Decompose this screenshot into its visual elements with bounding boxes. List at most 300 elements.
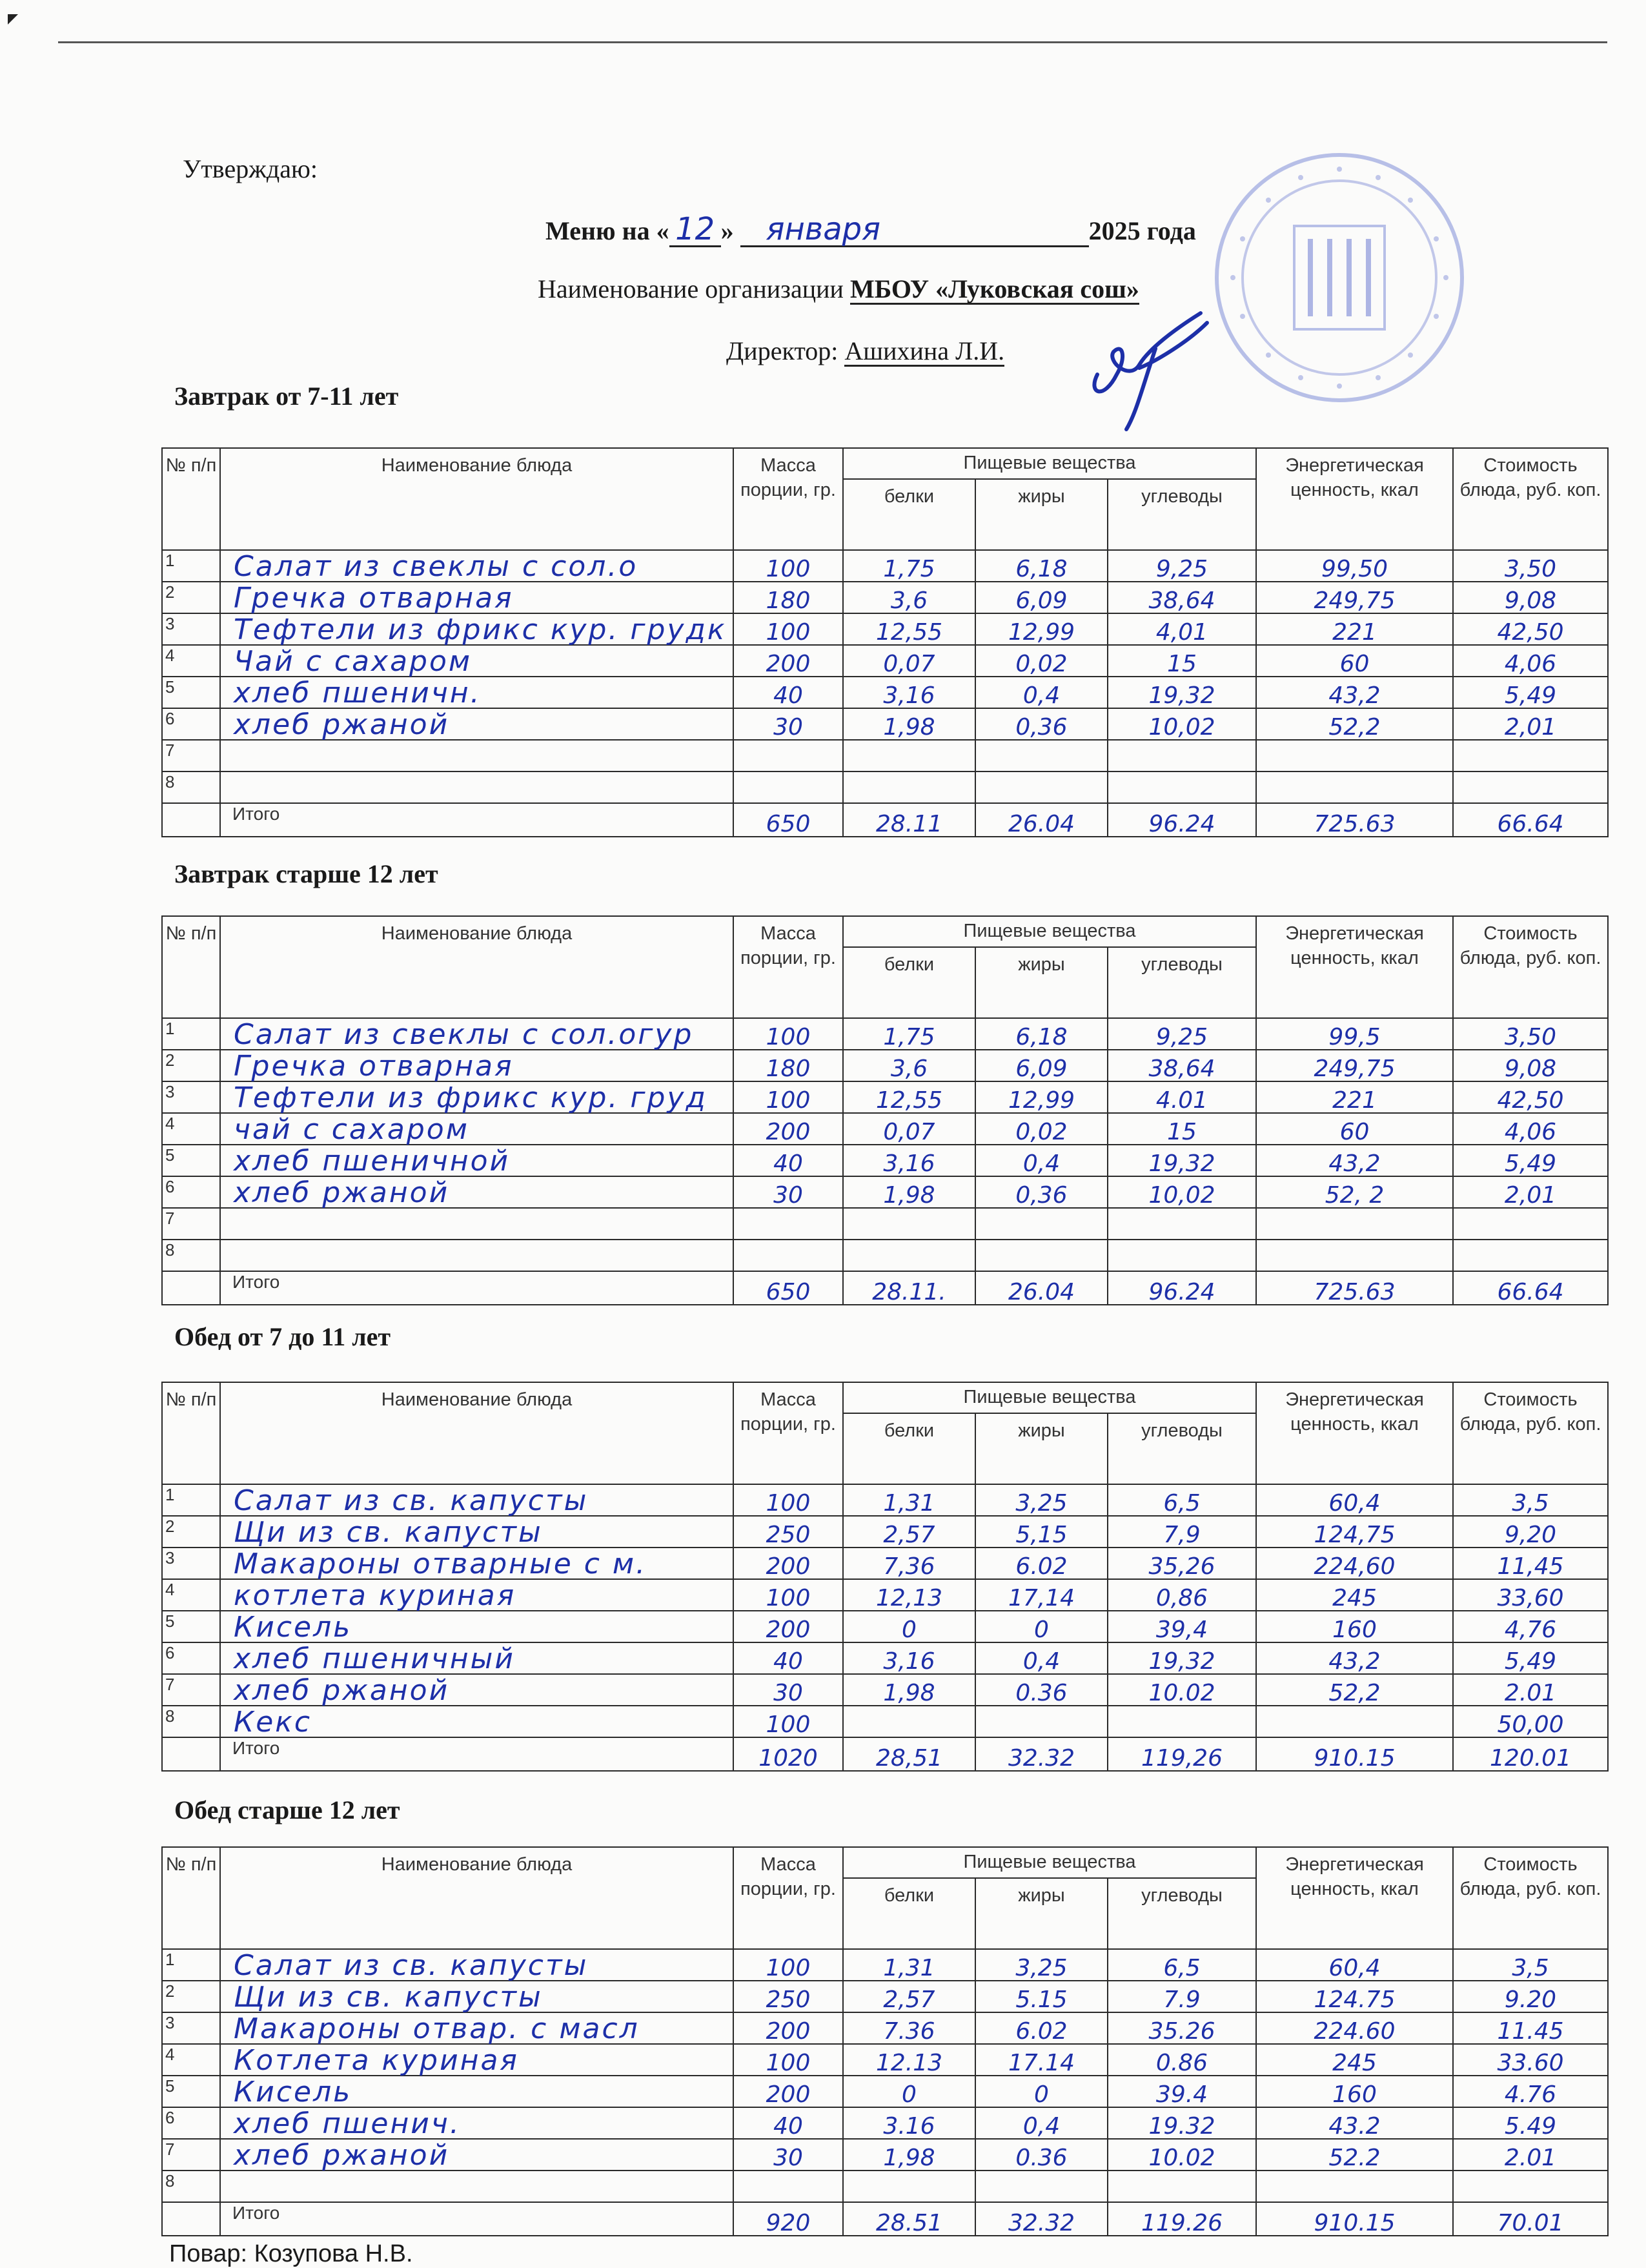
- fats-value: 0.36: [975, 1674, 1108, 1706]
- col-header-energy: Энергетическая ценность, ккал: [1256, 1847, 1453, 1949]
- proteins-value: 3,16: [843, 1145, 975, 1176]
- proteins-value: 12.13: [843, 2044, 975, 2076]
- dish-name: хлеб пшеничной: [220, 1145, 733, 1176]
- total-row: [162, 1737, 1608, 1771]
- col-header-num: № п/п: [162, 916, 220, 1018]
- table-row: [162, 1050, 1608, 1081]
- proteins-value: 2,57: [843, 1516, 975, 1548]
- proteins-value: 1,75: [843, 1018, 975, 1050]
- carbs-value: [1108, 771, 1256, 803]
- total-mass: 650: [733, 803, 843, 837]
- row-number: 6: [162, 1176, 220, 1208]
- portion-mass: 100: [733, 613, 843, 645]
- row-number: 8: [162, 1240, 220, 1271]
- fats-value: 0: [975, 1611, 1108, 1642]
- col-header-fats: жиры: [975, 1878, 1108, 1949]
- col-header-num: № п/п: [162, 1847, 220, 1949]
- col-header-carbs: углеводы: [1108, 479, 1256, 550]
- proteins-value: [843, 1240, 975, 1271]
- row-number: 7: [162, 1674, 220, 1706]
- portion-mass: 200: [733, 2012, 843, 2044]
- table-row: [162, 1240, 1608, 1271]
- cost-value: 11.45: [1453, 2012, 1608, 2044]
- col-header-energy: Энергетическая ценность, ккал: [1256, 448, 1453, 550]
- table-row: [162, 613, 1608, 645]
- cost-value: [1453, 1240, 1608, 1271]
- portion-mass: [733, 1208, 843, 1240]
- fats-value: [975, 740, 1108, 771]
- row-number: 4: [162, 1579, 220, 1611]
- row-number: 5: [162, 2076, 220, 2107]
- fats-value: 12,99: [975, 1081, 1108, 1113]
- row-number: 5: [162, 1611, 220, 1642]
- portion-mass: [733, 771, 843, 803]
- row-number: 8: [162, 2171, 220, 2202]
- cost-value: 11,45: [1453, 1548, 1608, 1579]
- dish-name: хлеб ржаной: [220, 1176, 733, 1208]
- carbs-value: 10,02: [1108, 1176, 1256, 1208]
- portion-mass: 100: [733, 2044, 843, 2076]
- section-title: Обед от 7 до 11 лет: [174, 1322, 391, 1351]
- total-label: Итого: [220, 2202, 733, 2236]
- dish-name: Тефтели из фрикс кур. груд: [220, 1081, 733, 1113]
- proteins-value: 1,31: [843, 1949, 975, 1981]
- row-number: 1: [162, 1484, 220, 1516]
- dish-name: Кекс: [220, 1706, 733, 1737]
- dish-name: хлеб пшенич.: [220, 2107, 733, 2139]
- carbs-value: [1108, 740, 1256, 771]
- fats-value: [975, 1240, 1108, 1271]
- director-name: Ашихина Л.И.: [844, 336, 1005, 365]
- menu-suffix: 2025 года: [1088, 216, 1196, 245]
- cost-value: [1453, 740, 1608, 771]
- portion-mass: [733, 740, 843, 771]
- portion-mass: 100: [733, 1579, 843, 1611]
- dish-name: Кисель: [220, 2076, 733, 2107]
- total-carbs: 119.26: [1108, 2202, 1256, 2236]
- cost-value: 4.76: [1453, 2076, 1608, 2107]
- total-cost: 66.64: [1453, 1271, 1608, 1305]
- proteins-value: 1,98: [843, 1674, 975, 1706]
- total-proteins: 28.11.: [843, 1271, 975, 1305]
- carbs-value: 7,9: [1108, 1516, 1256, 1548]
- fats-value: 6.02: [975, 1548, 1108, 1579]
- col-header-fats: жиры: [975, 479, 1108, 550]
- dish-name: хлеб ржаной: [220, 2139, 733, 2171]
- energy-value: 60,4: [1256, 1949, 1453, 1981]
- total-energy: 910.15: [1256, 1737, 1453, 1771]
- proteins-value: 12,13: [843, 1579, 975, 1611]
- total-blank: [162, 1271, 220, 1305]
- portion-mass: 40: [733, 1642, 843, 1674]
- col-header-energy: Энергетическая ценность, ккал: [1256, 1382, 1453, 1484]
- total-blank: [162, 1737, 220, 1771]
- col-header-nutrients: Пищевые вещества: [843, 1847, 1256, 1878]
- row-number: 3: [162, 1081, 220, 1113]
- cost-value: 42,50: [1453, 1081, 1608, 1113]
- fats-value: 5,15: [975, 1516, 1108, 1548]
- fats-value: 17.14: [975, 2044, 1108, 2076]
- portion-mass: 40: [733, 1145, 843, 1176]
- portion-mass: [733, 1240, 843, 1271]
- energy-value: 99,50: [1256, 550, 1453, 582]
- col-header-proteins: белки: [843, 1413, 975, 1484]
- col-header-dish: Наименование блюда: [220, 448, 733, 550]
- portion-mass: 100: [733, 1706, 843, 1737]
- col-header-proteins: белки: [843, 1878, 975, 1949]
- row-number: 5: [162, 677, 220, 708]
- dish-name: хлеб пшеничн.: [220, 677, 733, 708]
- table-row: [162, 2044, 1608, 2076]
- table-row: [162, 771, 1608, 803]
- dish-name: [220, 1208, 733, 1240]
- total-carbs: 119,26: [1108, 1737, 1256, 1771]
- menu-day: 12: [669, 213, 721, 247]
- fats-value: 0,4: [975, 2107, 1108, 2139]
- energy-value: [1256, 740, 1453, 771]
- energy-value: 124,75: [1256, 1516, 1453, 1548]
- cost-value: 50,00: [1453, 1706, 1608, 1737]
- energy-value: 43.2: [1256, 2107, 1453, 2139]
- section-title: Обед старше 12 лет: [174, 1795, 400, 1824]
- col-header-mass: Масса порции, гр.: [733, 448, 843, 550]
- table-row: [162, 740, 1608, 771]
- row-number: 2: [162, 1516, 220, 1548]
- table-row: [162, 1081, 1608, 1113]
- cost-value: 5,49: [1453, 1145, 1608, 1176]
- menu-prefix: Меню на «: [545, 216, 669, 245]
- row-number: 7: [162, 1208, 220, 1240]
- energy-value: 43,2: [1256, 1642, 1453, 1674]
- carbs-value: 19,32: [1108, 1145, 1256, 1176]
- total-proteins: 28,51: [843, 1737, 975, 1771]
- dish-name: Салат из свеклы с сол.о: [220, 550, 733, 582]
- total-blank: [162, 803, 220, 837]
- cost-value: 33.60: [1453, 2044, 1608, 2076]
- total-cost: 120.01: [1453, 1737, 1608, 1771]
- col-header-cost: Стоимость блюда, руб. коп.: [1453, 1847, 1608, 1949]
- approve-label: Утверждаю:: [183, 154, 318, 183]
- carbs-value: 6,5: [1108, 1484, 1256, 1516]
- fats-value: 0,4: [975, 677, 1108, 708]
- energy-value: 99,5: [1256, 1018, 1453, 1050]
- row-number: 8: [162, 771, 220, 803]
- table-row: [162, 1611, 1608, 1642]
- row-number: 6: [162, 1642, 220, 1674]
- col-header-mass: Масса порции, гр.: [733, 1382, 843, 1484]
- fats-value: 5.15: [975, 1981, 1108, 2012]
- total-fats: 26.04: [975, 1271, 1108, 1305]
- portion-mass: 200: [733, 2076, 843, 2107]
- energy-value: 221: [1256, 1081, 1453, 1113]
- dish-name: хлеб пшеничный: [220, 1642, 733, 1674]
- portion-mass: 250: [733, 1516, 843, 1548]
- proteins-value: [843, 740, 975, 771]
- energy-value: [1256, 1240, 1453, 1271]
- cost-value: 3,5: [1453, 1949, 1608, 1981]
- table-row: [162, 1113, 1608, 1145]
- table-row: [162, 1484, 1608, 1516]
- director-prefix: Директор:: [726, 336, 838, 365]
- proteins-value: [843, 771, 975, 803]
- col-header-dish: Наименование блюда: [220, 916, 733, 1018]
- col-header-energy: Энергетическая ценность, ккал: [1256, 916, 1453, 1018]
- fats-value: 0.36: [975, 2139, 1108, 2171]
- portion-mass: 200: [733, 1611, 843, 1642]
- carbs-value: 6,5: [1108, 1949, 1256, 1981]
- fats-value: 6,09: [975, 582, 1108, 613]
- fats-value: 0,36: [975, 1176, 1108, 1208]
- cost-value: 2.01: [1453, 1674, 1608, 1706]
- fats-value: 6,09: [975, 1050, 1108, 1081]
- row-number: 3: [162, 613, 220, 645]
- table-row: [162, 1516, 1608, 1548]
- fats-value: 0,36: [975, 708, 1108, 740]
- proteins-value: [843, 1706, 975, 1737]
- cost-value: 3,50: [1453, 1018, 1608, 1050]
- carbs-value: 39.4: [1108, 2076, 1256, 2107]
- portion-mass: 180: [733, 582, 843, 613]
- proteins-value: 12,55: [843, 613, 975, 645]
- row-number: 1: [162, 1018, 220, 1050]
- carbs-value: 0,86: [1108, 1579, 1256, 1611]
- carbs-value: [1108, 1706, 1256, 1737]
- col-header-fats: жиры: [975, 947, 1108, 1018]
- menu-mid: »: [720, 216, 734, 245]
- proteins-value: 3,16: [843, 677, 975, 708]
- proteins-value: 0,07: [843, 645, 975, 677]
- proteins-value: 1,31: [843, 1484, 975, 1516]
- col-header-dish: Наименование блюда: [220, 1382, 733, 1484]
- col-header-nutrients: Пищевые вещества: [843, 916, 1256, 947]
- energy-value: 124.75: [1256, 1981, 1453, 2012]
- table-row: [162, 1981, 1608, 2012]
- dish-name: котлета куриная: [220, 1579, 733, 1611]
- fats-value: 3,25: [975, 1949, 1108, 1981]
- total-cost: 66.64: [1453, 803, 1608, 837]
- proteins-value: 2,57: [843, 1981, 975, 2012]
- portion-mass: 100: [733, 1949, 843, 1981]
- row-number: 3: [162, 1548, 220, 1579]
- energy-value: 221: [1256, 613, 1453, 645]
- dish-name: Кисель: [220, 1611, 733, 1642]
- proteins-value: 12,55: [843, 1081, 975, 1113]
- total-fats: 32.32: [975, 2202, 1108, 2236]
- corner-mark: [8, 14, 18, 25]
- energy-value: [1256, 771, 1453, 803]
- portion-mass: 40: [733, 2107, 843, 2139]
- proteins-value: 1,98: [843, 1176, 975, 1208]
- col-header-nutrients: Пищевые вещества: [843, 1382, 1256, 1413]
- dish-name: Салат из св. капусты: [220, 1484, 733, 1516]
- row-number: 7: [162, 2139, 220, 2171]
- row-number: 4: [162, 1113, 220, 1145]
- portion-mass: 250: [733, 1981, 843, 2012]
- menu-table: [161, 915, 1609, 1305]
- dish-name: Тефтели из фрикс кур. грудк: [220, 613, 733, 645]
- table-row: [162, 1548, 1608, 1579]
- total-energy: 910.15: [1256, 2202, 1453, 2236]
- energy-value: 249,75: [1256, 582, 1453, 613]
- dish-name: [220, 740, 733, 771]
- menu-date-line: [545, 213, 1196, 247]
- total-row: [162, 803, 1608, 837]
- portion-mass: 100: [733, 550, 843, 582]
- carbs-value: 4,01: [1108, 613, 1256, 645]
- carbs-value: 9,25: [1108, 550, 1256, 582]
- carbs-value: 38,64: [1108, 582, 1256, 613]
- fats-value: 17,14: [975, 1579, 1108, 1611]
- table-row: [162, 677, 1608, 708]
- col-header-cost: Стоимость блюда, руб. коп.: [1453, 916, 1608, 1018]
- dish-name: Гречка отварная: [220, 1050, 733, 1081]
- total-blank: [162, 2202, 220, 2236]
- portion-mass: 100: [733, 1081, 843, 1113]
- fats-value: 6.02: [975, 2012, 1108, 2044]
- dish-name: Щи из св. капусты: [220, 1981, 733, 2012]
- proteins-value: 0: [843, 2076, 975, 2107]
- cost-value: 42,50: [1453, 613, 1608, 645]
- fats-value: 0,4: [975, 1145, 1108, 1176]
- total-label: Итого: [220, 1271, 733, 1305]
- table-row: [162, 1642, 1608, 1674]
- proteins-value: [843, 2171, 975, 2202]
- total-fats: 32.32: [975, 1737, 1108, 1771]
- cost-value: 2.01: [1453, 2139, 1608, 2171]
- cost-value: 4,06: [1453, 645, 1608, 677]
- energy-value: [1256, 2171, 1453, 2202]
- cost-value: 9,20: [1453, 1516, 1608, 1548]
- dish-name: Котлета куриная: [220, 2044, 733, 2076]
- col-header-nutrients: Пищевые вещества: [843, 448, 1256, 479]
- cost-value: [1453, 1208, 1608, 1240]
- portion-mass: [733, 2171, 843, 2202]
- cost-value: 9.20: [1453, 1981, 1608, 2012]
- energy-value: 60: [1256, 645, 1453, 677]
- energy-value: 245: [1256, 2044, 1453, 2076]
- cost-value: 5,49: [1453, 677, 1608, 708]
- fats-value: 0,02: [975, 1113, 1108, 1145]
- portion-mass: 200: [733, 645, 843, 677]
- carbs-value: 15: [1108, 645, 1256, 677]
- table-row: [162, 1208, 1608, 1240]
- total-cost: 70.01: [1453, 2202, 1608, 2236]
- table-row: [162, 2171, 1608, 2202]
- total-label: Итого: [220, 803, 733, 837]
- energy-value: 224.60: [1256, 2012, 1453, 2044]
- portion-mass: 100: [733, 1018, 843, 1050]
- carbs-value: 35,26: [1108, 1548, 1256, 1579]
- total-proteins: 28.51: [843, 2202, 975, 2236]
- menu-month: января: [740, 213, 1089, 247]
- dish-name: Чай с сахаром: [220, 645, 733, 677]
- proteins-value: 1,98: [843, 2139, 975, 2171]
- table-row: [162, 2107, 1608, 2139]
- organization-line: [538, 274, 1139, 305]
- carbs-value: [1108, 1240, 1256, 1271]
- org-prefix: Наименование организации: [538, 274, 844, 303]
- energy-value: 52,2: [1256, 1674, 1453, 1706]
- carbs-value: 10.02: [1108, 1674, 1256, 1706]
- proteins-value: 0,07: [843, 1113, 975, 1145]
- cost-value: 33,60: [1453, 1579, 1608, 1611]
- table-row: [162, 1706, 1608, 1737]
- carbs-value: [1108, 1208, 1256, 1240]
- dish-name: [220, 771, 733, 803]
- fats-value: 0,02: [975, 645, 1108, 677]
- col-header-mass: Масса порции, гр.: [733, 916, 843, 1018]
- table-row: [162, 1176, 1608, 1208]
- cost-value: 5,49: [1453, 1642, 1608, 1674]
- total-energy: 725.63: [1256, 1271, 1453, 1305]
- portion-mass: 30: [733, 708, 843, 740]
- fats-value: [975, 771, 1108, 803]
- row-number: 2: [162, 1981, 220, 2012]
- carbs-value: 10,02: [1108, 708, 1256, 740]
- total-carbs: 96.24: [1108, 803, 1256, 837]
- total-mass: 650: [733, 1271, 843, 1305]
- energy-value: 52,2: [1256, 708, 1453, 740]
- fats-value: 3,25: [975, 1484, 1108, 1516]
- dish-name: хлеб ржаной: [220, 708, 733, 740]
- table-row: [162, 550, 1608, 582]
- energy-value: 245: [1256, 1579, 1453, 1611]
- table-row: [162, 2076, 1608, 2107]
- table-row: [162, 2012, 1608, 2044]
- director-signature: [1078, 303, 1226, 433]
- menu-table: [161, 1846, 1609, 2236]
- proteins-value: 7.36: [843, 2012, 975, 2044]
- energy-value: 160: [1256, 1611, 1453, 1642]
- table-row: [162, 645, 1608, 677]
- carbs-value: 39,4: [1108, 1611, 1256, 1642]
- org-name: МБОУ «Луковская сош»: [849, 274, 1139, 303]
- energy-value: [1256, 1706, 1453, 1737]
- col-header-cost: Стоимость блюда, руб. коп.: [1453, 448, 1608, 550]
- table-row: [162, 582, 1608, 613]
- dish-name: Макароны отвар. с масл: [220, 2012, 733, 2044]
- fats-value: 6,18: [975, 550, 1108, 582]
- cost-value: 9,08: [1453, 582, 1608, 613]
- portion-mass: 100: [733, 1484, 843, 1516]
- total-proteins: 28.11: [843, 803, 975, 837]
- dish-name: [220, 1240, 733, 1271]
- table-row: [162, 2139, 1608, 2171]
- energy-value: 224,60: [1256, 1548, 1453, 1579]
- total-row: [162, 1271, 1608, 1305]
- row-number: 3: [162, 2012, 220, 2044]
- total-label: Итого: [220, 1737, 733, 1771]
- col-header-carbs: углеводы: [1108, 1878, 1256, 1949]
- row-number: 8: [162, 1706, 220, 1737]
- section-title: Завтрак старше 12 лет: [174, 859, 438, 888]
- carbs-value: 9,25: [1108, 1018, 1256, 1050]
- fats-value: 0: [975, 2076, 1108, 2107]
- table-row: [162, 1949, 1608, 1981]
- cook-line: Повар: Козупова Н.В.: [169, 2240, 413, 2267]
- portion-mass: 30: [733, 2139, 843, 2171]
- proteins-value: 0: [843, 1611, 975, 1642]
- dish-name: Салат из св. капусты: [220, 1949, 733, 1981]
- col-header-mass: Масса порции, гр.: [733, 1847, 843, 1949]
- portion-mass: 200: [733, 1113, 843, 1145]
- col-header-num: № п/п: [162, 448, 220, 550]
- dish-name: чай с сахаром: [220, 1113, 733, 1145]
- energy-value: 249,75: [1256, 1050, 1453, 1081]
- table-row: [162, 1145, 1608, 1176]
- fats-value: 0,4: [975, 1642, 1108, 1674]
- dish-name: хлеб ржаной: [220, 1674, 733, 1706]
